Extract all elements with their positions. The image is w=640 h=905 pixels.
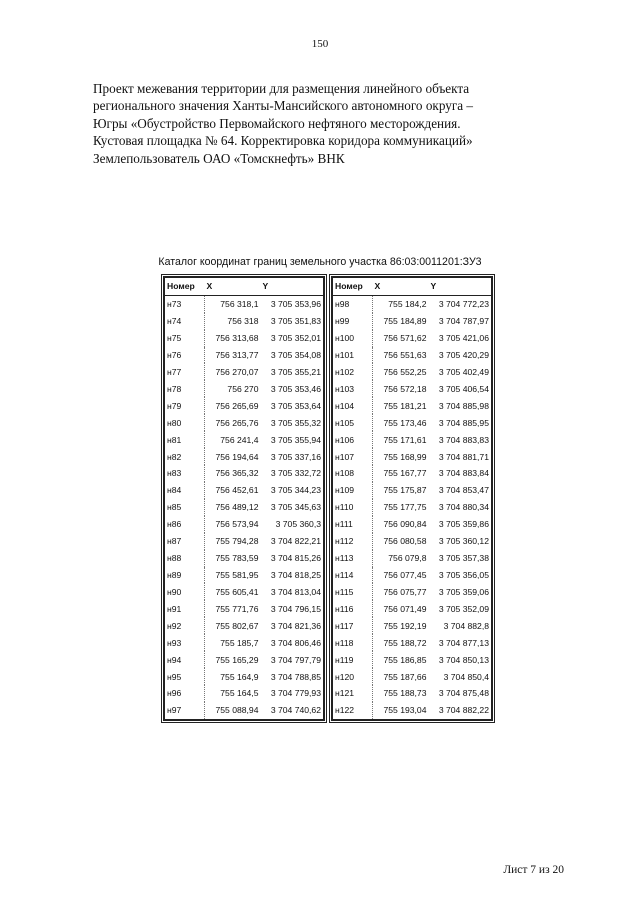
heading-line: регионального значения Ханты-Мансийского автономного округа –: [93, 98, 473, 114]
x-coordinate-cell: 755 184,89: [383, 316, 427, 327]
y-coordinate-cell: 3 704 882,22: [438, 705, 489, 716]
y-coordinate-cell: 3 704 740,62: [270, 705, 321, 716]
table-row: [333, 567, 492, 584]
table-header-row: [165, 278, 324, 296]
point-number-cell: н120: [333, 668, 373, 685]
point-number-cell: н103: [333, 380, 373, 397]
point-number-cell: н88: [165, 550, 205, 567]
y-coordinate-cell: 3 704 885,98: [438, 400, 489, 411]
point-number-cell: н111: [333, 516, 373, 533]
x-coordinate-cell: 756 318,1: [220, 299, 259, 310]
x-coordinate-cell: 756 572,18: [383, 383, 427, 394]
x-coordinate-cell: 755 188,72: [383, 637, 427, 648]
y-coordinate-cell: 3 704 806,46: [270, 637, 321, 648]
y-coordinate-cell: 3 705 353,46: [270, 383, 321, 394]
point-number-cell: н91: [165, 600, 205, 617]
x-coordinate-cell: 755 794,28: [215, 536, 259, 547]
x-coordinate-cell: 756 270: [227, 383, 259, 394]
point-number-cell: н92: [165, 617, 205, 634]
y-coordinate-cell: 3 704 788,85: [270, 671, 321, 682]
y-coordinate-cell: 3 704 779,93: [270, 688, 321, 699]
point-number-cell: н87: [165, 533, 205, 550]
heading-line: Проект межевания территории для размещения линейного объекта: [93, 81, 470, 96]
table-row: [165, 516, 324, 533]
table-row: [333, 651, 492, 668]
table-row: [333, 583, 492, 600]
y-coordinate-cell: 3 705 402,49: [438, 366, 489, 377]
x-coordinate-cell: 756 452,61: [215, 485, 259, 496]
x-coordinate-cell: 755 181,21: [383, 400, 427, 411]
point-number-cell: н86: [165, 516, 205, 533]
x-coordinate-cell: 756 265,76: [215, 417, 259, 428]
x-coordinate-cell: 755 185,7: [220, 637, 259, 648]
table-row: [165, 414, 324, 431]
point-number-cell: н78: [165, 380, 205, 397]
x-coordinate-cell: 756 270,07: [215, 366, 259, 377]
y-coordinate-cell: 3 705 337,16: [270, 451, 321, 462]
point-number-cell: н101: [333, 347, 373, 364]
y-coordinate-cell: 3 704 818,25: [270, 570, 321, 580]
y-coordinate-cell: 3 705 354,08: [270, 350, 321, 361]
coordinates-table-right: [332, 277, 492, 720]
y-coordinate-cell: 3 705 359,06: [438, 586, 489, 597]
x-coordinate-cell: 755 165,29: [215, 654, 259, 665]
heading-line: Землепользователь ОАО «Томскнефть» ВНК: [93, 150, 345, 166]
y-coordinate-cell: 3 704 885,95: [438, 417, 489, 428]
x-coordinate-cell: 755 771,76: [215, 603, 259, 614]
point-number-cell: н94: [165, 651, 205, 668]
table-row: [333, 313, 492, 330]
x-coordinate-cell: 756 090,84: [383, 519, 427, 530]
x-coordinate-cell: 756 489,12: [215, 502, 259, 513]
table-row: [333, 482, 492, 499]
x-coordinate-cell: 756 573,94: [215, 519, 259, 530]
x-coordinate-cell: 755 088,94: [215, 705, 259, 716]
table-row: [333, 414, 492, 431]
y-coordinate-cell: 3 705 352,01: [270, 333, 321, 344]
y-coordinate-cell: 3 704 883,83: [438, 434, 489, 445]
point-number-cell: н109: [333, 482, 373, 499]
point-number-cell: н115: [333, 583, 373, 600]
x-coordinate-cell: 755 783,59: [215, 553, 259, 564]
point-number-cell: н81: [165, 431, 205, 448]
x-coordinate-cell: 756 075,77: [383, 586, 427, 597]
x-coordinate-cell: 755 187,66: [383, 671, 427, 682]
y-coordinate-cell: 3 705 360,12: [438, 536, 489, 547]
point-number-cell: н107: [333, 448, 373, 465]
x-coordinate-cell: 755 171,61: [383, 434, 427, 445]
catalog-title: Каталог координат границ земельного участка 86:03:0011201:ЗУ3: [158, 256, 482, 268]
point-number-cell: н119: [333, 651, 373, 668]
table-row: [333, 330, 492, 347]
page-number: 150: [311, 38, 329, 50]
y-coordinate-cell: 3 705 356,05: [438, 570, 489, 580]
table-row: [165, 347, 324, 364]
x-coordinate-cell: 756 265,69: [215, 400, 259, 411]
table-body-right: [333, 295, 492, 719]
table-row: [165, 702, 324, 720]
table-row: [333, 617, 492, 634]
y-coordinate-cell: 3 705 353,96: [270, 299, 321, 310]
point-number-cell: н117: [333, 617, 373, 634]
point-number-cell: н110: [333, 499, 373, 516]
document-heading: [93, 80, 533, 167]
y-coordinate-cell: 3 705 352,09: [438, 603, 489, 614]
point-number-cell: н90: [165, 583, 205, 600]
y-coordinate-cell: 3 704 850,4: [443, 671, 489, 682]
point-number-cell: н77: [165, 363, 205, 380]
point-number-cell: н79: [165, 397, 205, 414]
y-coordinate-cell: 3 704 822,21: [270, 536, 321, 547]
heading-line: Кустовая площадка № 64. Корректировка коридора коммуникаций»: [93, 133, 473, 149]
table-body-left: [165, 295, 324, 719]
point-number-cell: н80: [165, 414, 205, 431]
x-coordinate-cell: 755 175,87: [383, 485, 427, 496]
y-coordinate-cell: 3 705 406,54: [438, 383, 489, 394]
x-coordinate-cell: 756 551,63: [383, 350, 427, 361]
point-number-cell: н113: [333, 550, 373, 567]
y-coordinate-cell: 3 704 821,36: [270, 620, 321, 631]
header-y: Y: [261, 278, 324, 296]
table-row: [165, 482, 324, 499]
y-coordinate-cell: 3 705 332,72: [270, 468, 321, 479]
table-row: [333, 448, 492, 465]
table-row: [165, 634, 324, 651]
table-row: [165, 533, 324, 550]
point-number-cell: н98: [333, 295, 373, 312]
table-row: [165, 617, 324, 634]
header-x: X: [373, 278, 429, 296]
table-row: [165, 295, 324, 312]
point-number-cell: н99: [333, 313, 373, 330]
table-row: [333, 380, 492, 397]
y-coordinate-cell: 3 704 797,79: [270, 654, 321, 665]
table-row: [165, 651, 324, 668]
table-row: [165, 600, 324, 617]
table-row: [165, 431, 324, 448]
y-coordinate-cell: 3 705 344,23: [270, 485, 321, 496]
table-row: [333, 702, 492, 720]
table-row: [333, 431, 492, 448]
point-number-cell: н102: [333, 363, 373, 380]
table-row: [333, 668, 492, 685]
point-number-cell: н84: [165, 482, 205, 499]
x-coordinate-cell: 756 241,4: [220, 434, 259, 445]
y-coordinate-cell: 3 704 787,97: [438, 316, 489, 327]
y-coordinate-cell: 3 705 351,83: [270, 316, 321, 327]
table-row: [165, 567, 324, 584]
point-number-cell: н95: [165, 668, 205, 685]
table-row: [165, 330, 324, 347]
point-number-cell: н100: [333, 330, 373, 347]
table-row: [165, 313, 324, 330]
point-number-cell: н74: [165, 313, 205, 330]
y-coordinate-cell: 3 704 853,47: [438, 485, 489, 496]
x-coordinate-cell: 755 581,95: [215, 570, 259, 580]
x-coordinate-cell: 755 177,75: [383, 502, 427, 513]
table-row: [333, 634, 492, 651]
point-number-cell: н108: [333, 465, 373, 482]
y-coordinate-cell: 3 704 850,13: [438, 654, 489, 665]
table-row: [333, 347, 492, 364]
point-number-cell: н121: [333, 685, 373, 702]
x-coordinate-cell: 756 079,8: [388, 553, 427, 564]
table-row: [165, 583, 324, 600]
y-coordinate-cell: 3 704 815,26: [270, 553, 321, 564]
x-coordinate-cell: 756 077,45: [383, 570, 427, 580]
x-coordinate-cell: 756 194,64: [215, 451, 259, 462]
table-row: [165, 550, 324, 567]
y-coordinate-cell: 3 704 796,15: [270, 603, 321, 614]
table-row: [165, 499, 324, 516]
point-number-cell: н73: [165, 295, 205, 312]
table-row: [333, 465, 492, 482]
table-row: [165, 380, 324, 397]
x-coordinate-cell: 756 365,32: [215, 468, 259, 479]
y-coordinate-cell: 3 705 357,38: [438, 553, 489, 564]
y-coordinate-cell: 3 704 882,8: [443, 620, 489, 631]
table-row: [333, 397, 492, 414]
y-coordinate-cell: 3 704 813,04: [270, 586, 321, 597]
x-coordinate-cell: 755 173,46: [383, 417, 427, 428]
y-coordinate-cell: 3 704 883,84: [438, 468, 489, 479]
sheet-label: Лист 7 из 20: [503, 864, 564, 876]
table-row: [333, 499, 492, 516]
point-number-cell: н82: [165, 448, 205, 465]
x-coordinate-cell: 756 318: [227, 316, 259, 327]
x-coordinate-cell: 756 071,49: [383, 603, 427, 614]
table-row: [165, 465, 324, 482]
y-coordinate-cell: 3 704 877,13: [438, 637, 489, 648]
table-header-row: [333, 278, 492, 296]
x-coordinate-cell: 755 184,2: [388, 299, 427, 310]
x-coordinate-cell: 756 571,62: [383, 333, 427, 344]
y-coordinate-cell: 3 705 359,86: [438, 519, 489, 530]
table-row: [333, 363, 492, 380]
y-coordinate-cell: 3 705 421,06: [438, 333, 489, 344]
point-number-cell: н93: [165, 634, 205, 651]
header-number: Номер: [333, 278, 373, 296]
point-number-cell: н118: [333, 634, 373, 651]
x-coordinate-cell: 756 313,77: [215, 350, 259, 361]
point-number-cell: н114: [333, 567, 373, 584]
point-number-cell: н105: [333, 414, 373, 431]
y-coordinate-cell: 3 705 420,29: [438, 350, 489, 361]
y-coordinate-cell: 3 704 772,23: [438, 299, 489, 310]
point-number-cell: н106: [333, 431, 373, 448]
table-row: [333, 600, 492, 617]
header-x: X: [205, 278, 261, 296]
point-number-cell: н76: [165, 347, 205, 364]
y-coordinate-cell: 3 705 345,63: [270, 502, 321, 513]
table-row: [165, 668, 324, 685]
point-number-cell: н104: [333, 397, 373, 414]
table-row: [165, 363, 324, 380]
x-coordinate-cell: 755 186,85: [383, 654, 427, 665]
table-row: [165, 397, 324, 414]
x-coordinate-cell: 755 164,5: [220, 688, 259, 699]
point-number-cell: н96: [165, 685, 205, 702]
point-number-cell: н75: [165, 330, 205, 347]
point-number-cell: н97: [165, 702, 205, 720]
y-coordinate-cell: 3 705 360,3: [275, 519, 321, 530]
y-coordinate-cell: 3 705 355,32: [270, 417, 321, 428]
point-number-cell: н89: [165, 567, 205, 584]
y-coordinate-cell: 3 704 875,48: [438, 688, 489, 699]
table-row: [333, 550, 492, 567]
coordinates-table-left: [164, 277, 324, 720]
x-coordinate-cell: 755 164,9: [220, 671, 259, 682]
x-coordinate-cell: 755 168,99: [383, 451, 427, 462]
table-row: [165, 685, 324, 702]
y-coordinate-cell: 3 705 355,21: [270, 366, 321, 377]
heading-line: Югры «Обустройство Первомайского нефтяного месторождения.: [93, 115, 461, 131]
y-coordinate-cell: 3 705 355,94: [270, 434, 321, 445]
x-coordinate-cell: 755 193,04: [383, 705, 427, 716]
point-number-cell: н112: [333, 533, 373, 550]
x-coordinate-cell: 755 802,67: [215, 620, 259, 631]
x-coordinate-cell: 755 188,73: [383, 688, 427, 699]
y-coordinate-cell: 3 704 881,71: [438, 451, 489, 462]
x-coordinate-cell: 756 552,25: [383, 366, 427, 377]
y-coordinate-cell: 3 705 353,64: [270, 400, 321, 411]
table-row: [165, 448, 324, 465]
table-row: [333, 685, 492, 702]
table-row: [333, 295, 492, 312]
x-coordinate-cell: 755 167,77: [383, 468, 427, 479]
x-coordinate-cell: 756 080,58: [383, 536, 427, 547]
x-coordinate-cell: 756 313,68: [215, 333, 259, 344]
y-coordinate-cell: 3 704 880,34: [438, 502, 489, 513]
header-number: Номер: [165, 278, 205, 296]
point-number-cell: н85: [165, 499, 205, 516]
point-number-cell: н83: [165, 465, 205, 482]
table-row: [333, 533, 492, 550]
header-y: Y: [429, 278, 492, 296]
point-number-cell: н116: [333, 600, 373, 617]
point-number-cell: н122: [333, 702, 373, 720]
x-coordinate-cell: 755 605,41: [215, 586, 259, 597]
table-row: [333, 516, 492, 533]
x-coordinate-cell: 755 192,19: [383, 620, 427, 631]
